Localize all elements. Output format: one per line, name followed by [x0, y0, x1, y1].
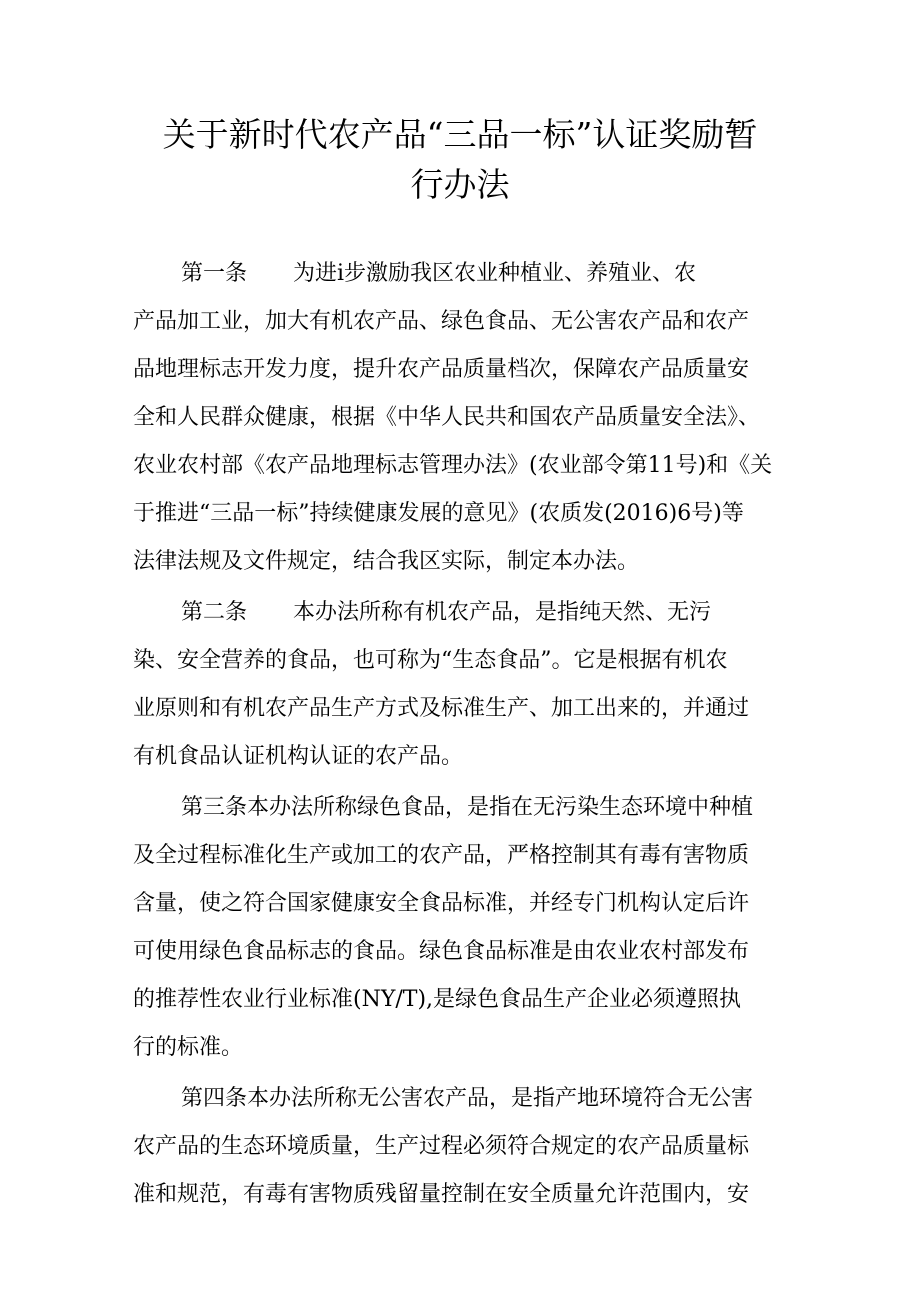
article-4-line: 农产品的生态环境质量，生产过程必须符合规定的农产品质量标 — [133, 1134, 750, 1159]
document-body — [133, 250, 803, 1219]
article-3-line: 含量，使之符合国家健康安全食品标准，并经专门机构认定后许 — [133, 891, 750, 916]
article-3-line: 及全过程标准化生产或加工的农产品，严格控制其有毒有害物质 — [133, 843, 750, 868]
article-1-line: 于推进“三品一标”持续健康发展的意见》(农质发(2016)6号)等 — [133, 501, 744, 526]
article-2-line: 业原则和有机农产品生产方式及标准生产、加工出来的，并通过 — [133, 696, 750, 721]
article-1-line: 全和人民群众健康，根据《中华人民共和国农产品质量安全法》、 — [133, 405, 761, 430]
article-2-text: 本办法所称有机农产品，是指纯天然、无污 — [293, 600, 712, 625]
article-1-text: 为进i步激励我区农业种植业、养殖业、农 — [293, 261, 697, 286]
article-3-first-line: 第三条本办法所称绿色食品，是指在无污染生态环境中种植 — [181, 795, 754, 820]
article-1-line: 法律法规及文件规定，结合我区实际，制定本办法。 — [133, 549, 640, 574]
article-4-first-line: 第四条本办法所称无公害农产品，是指产地环境符合无公害 — [181, 1086, 754, 1111]
article-1-first-line — [133, 250, 803, 298]
article-4-line: 准和规范，有毒有害物质残留量控制在安全质量允许范围内，安 — [133, 1182, 750, 1207]
article-2-line: 染、安全营养的食品，也可称为“生态食品”。它是根据有机农 — [133, 648, 728, 673]
title-line-2: 行办法 — [410, 165, 510, 204]
article-1-line: 品地理标志开发力度，提升农产品质量档次，保障农产品质量安 — [133, 357, 750, 382]
article-1-label: 第一条 — [181, 261, 248, 286]
title-line-1: 关于新时代农产品“三品一标”认证奖励暂 — [162, 115, 758, 154]
document-title — [110, 110, 810, 210]
article-3-line: 行的标准。 — [133, 1035, 244, 1060]
article-1-line: 农业农村部《农产品地理标志管理办法》(农业部令第11号)和《关 — [133, 453, 773, 478]
article-2-first-line — [133, 589, 803, 637]
article-3-line: 的推荐性农业行业标准(NY/T),是绿色食品生产企业必须遵照执 — [133, 987, 742, 1012]
article-3-line: 可使用绿色食品标志的食品。绿色食品标准是由农业农村部发布 — [133, 939, 750, 964]
article-1-line: 产品加工业，加大有机农产品、绿色食品、无公害农产品和农产 — [133, 309, 750, 334]
article-2-line: 有机食品认证机构认证的农产品。 — [133, 744, 464, 769]
article-2-label: 第二条 — [181, 600, 248, 625]
